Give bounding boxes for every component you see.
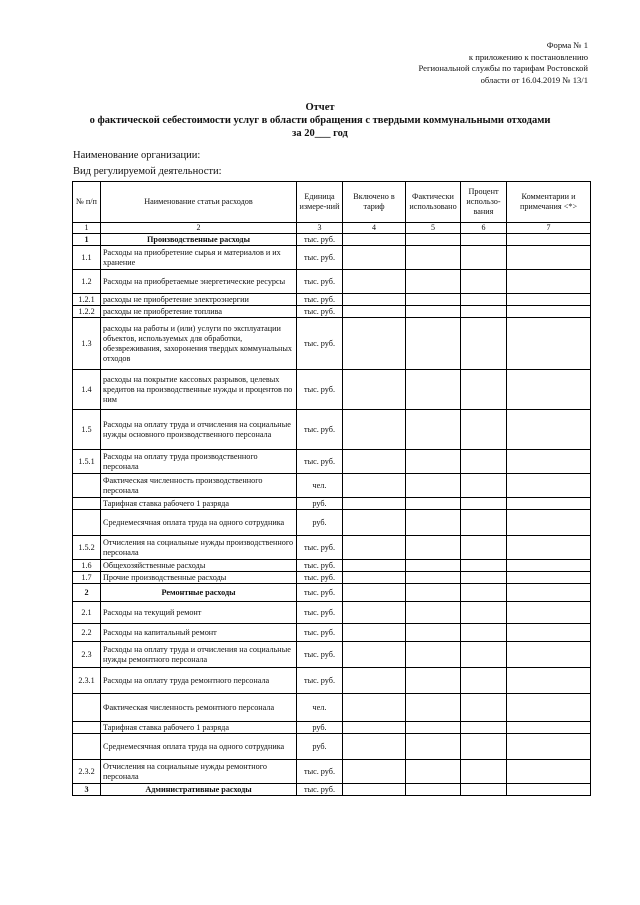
table-row xyxy=(73,642,591,668)
table-row xyxy=(73,474,591,498)
column-header: № п/п xyxy=(73,182,101,223)
included-in-tariff-cell xyxy=(343,572,406,584)
usage-percent-cell xyxy=(461,602,507,624)
row-number: 2.1 xyxy=(73,602,101,624)
row-number: 1.1 xyxy=(73,246,101,270)
row-number: 3 xyxy=(73,784,101,796)
form-reference-line: Региональной службы по тарифам Ростовской xyxy=(418,63,588,73)
expense-name: расходы не приобретение электроэнергии xyxy=(101,294,297,306)
usage-percent-cell xyxy=(461,572,507,584)
comment-cell xyxy=(507,642,591,668)
row-number: 1.2 xyxy=(73,270,101,294)
actually-used-cell xyxy=(406,694,461,722)
unit-cell: руб. xyxy=(297,722,343,734)
table-row xyxy=(73,498,591,510)
report-title xyxy=(0,101,640,140)
table-row xyxy=(73,318,591,370)
expense-name: Ремонтные расходы xyxy=(101,584,297,602)
unit-cell: тыс. руб. xyxy=(297,624,343,642)
actually-used-cell xyxy=(406,602,461,624)
actually-used-cell xyxy=(406,784,461,796)
included-in-tariff-cell xyxy=(343,560,406,572)
expense-name: Расходы на текущий ремонт xyxy=(101,602,297,624)
unit-cell: тыс. руб. xyxy=(297,584,343,602)
row-number: 1.7 xyxy=(73,572,101,584)
comment-cell xyxy=(507,694,591,722)
comment-cell xyxy=(507,234,591,246)
comment-cell xyxy=(507,294,591,306)
table-row xyxy=(73,668,591,694)
expense-name: Расходы на оплату труда и отчисления на социальные нужды основного производственного персонала xyxy=(101,410,297,450)
row-number: 2.2 xyxy=(73,624,101,642)
row-number: 2 xyxy=(73,584,101,602)
usage-percent-cell xyxy=(461,784,507,796)
comment-cell xyxy=(507,584,591,602)
expense-report-table xyxy=(72,181,591,796)
expense-name: Расходы на оплату труда ремонтного персонала xyxy=(101,668,297,694)
unit-cell: тыс. руб. xyxy=(297,602,343,624)
unit-cell: тыс. руб. xyxy=(297,318,343,370)
row-number: 1.5.2 xyxy=(73,536,101,560)
actually-used-cell xyxy=(406,560,461,572)
included-in-tariff-cell xyxy=(343,306,406,318)
included-in-tariff-cell xyxy=(343,294,406,306)
column-number-row xyxy=(73,223,591,234)
comment-cell xyxy=(507,474,591,498)
expense-name: Расходы на капитальный ремонт xyxy=(101,624,297,642)
included-in-tariff-cell xyxy=(343,474,406,498)
expense-name: Расходы на оплату труда и отчисления на социальные нужды ремонтного персонала xyxy=(101,642,297,668)
comment-cell xyxy=(507,668,591,694)
section-row xyxy=(73,584,591,602)
unit-cell: тыс. руб. xyxy=(297,642,343,668)
unit-cell: тыс. руб. xyxy=(297,270,343,294)
column-number: 6 xyxy=(461,223,507,234)
comment-cell xyxy=(507,536,591,560)
actually-used-cell xyxy=(406,474,461,498)
column-header: Включено в тариф xyxy=(343,182,406,223)
actually-used-cell xyxy=(406,760,461,784)
actually-used-cell xyxy=(406,370,461,410)
column-number: 4 xyxy=(343,223,406,234)
expense-name: Расходы на приобретение сырья и материалов и их хранение xyxy=(101,246,297,270)
unit-cell: руб. xyxy=(297,498,343,510)
table-row xyxy=(73,370,591,410)
row-number xyxy=(73,734,101,760)
included-in-tariff-cell xyxy=(343,410,406,450)
unit-cell: тыс. руб. xyxy=(297,560,343,572)
expense-name: Среднемесячная оплата труда на одного сотрудника xyxy=(101,510,297,536)
column-header: Фактически использовано xyxy=(406,182,461,223)
column-number: 5 xyxy=(406,223,461,234)
table-row xyxy=(73,246,591,270)
activity-label: Вид регулируемой деятельности: xyxy=(73,166,222,177)
included-in-tariff-cell xyxy=(343,694,406,722)
usage-percent-cell xyxy=(461,642,507,668)
unit-cell: тыс. руб. xyxy=(297,246,343,270)
usage-percent-cell xyxy=(461,246,507,270)
row-number: 2.3 xyxy=(73,642,101,668)
usage-percent-cell xyxy=(461,668,507,694)
organization-label: Наименование организации: xyxy=(73,150,201,161)
table-row xyxy=(73,694,591,722)
actually-used-cell xyxy=(406,572,461,584)
actually-used-cell xyxy=(406,510,461,536)
actually-used-cell xyxy=(406,498,461,510)
expense-name: Фактическая численность производственного персонала xyxy=(101,474,297,498)
included-in-tariff-cell xyxy=(343,668,406,694)
actually-used-cell xyxy=(406,234,461,246)
usage-percent-cell xyxy=(461,474,507,498)
table-body xyxy=(73,234,591,796)
form-reference-line: к приложению к постановлению xyxy=(468,51,588,62)
unit-cell: тыс. руб. xyxy=(297,410,343,450)
table-row xyxy=(73,572,591,584)
title-line: за 20___ год xyxy=(292,128,348,139)
unit-cell: тыс. руб. xyxy=(297,784,343,796)
included-in-tariff-cell xyxy=(343,722,406,734)
comment-cell xyxy=(507,246,591,270)
included-in-tariff-cell xyxy=(343,498,406,510)
unit-cell: тыс. руб. xyxy=(297,306,343,318)
usage-percent-cell xyxy=(461,450,507,474)
expense-name: Отчисления на социальные нужды производственного персонала xyxy=(101,536,297,560)
expense-name: Производственные расходы xyxy=(101,234,297,246)
comment-cell xyxy=(507,784,591,796)
actually-used-cell xyxy=(406,624,461,642)
table-row xyxy=(73,722,591,734)
actually-used-cell xyxy=(406,410,461,450)
actually-used-cell xyxy=(406,642,461,668)
usage-percent-cell xyxy=(461,234,507,246)
actually-used-cell xyxy=(406,306,461,318)
usage-percent-cell xyxy=(461,510,507,536)
actually-used-cell xyxy=(406,450,461,474)
title-line: Отчет xyxy=(305,102,335,113)
table-row xyxy=(73,294,591,306)
row-number xyxy=(73,510,101,536)
table-row xyxy=(73,270,591,294)
row-number xyxy=(73,498,101,510)
usage-percent-cell xyxy=(461,760,507,784)
form-reference xyxy=(418,40,588,86)
expense-name: Среднемесячная оплата труда на одного сотрудника xyxy=(101,734,297,760)
actually-used-cell xyxy=(406,722,461,734)
included-in-tariff-cell xyxy=(343,642,406,668)
comment-cell xyxy=(507,560,591,572)
table-row xyxy=(73,510,591,536)
expense-name: Административные расходы xyxy=(101,784,297,796)
row-number xyxy=(73,474,101,498)
column-header: Единица измере-ний xyxy=(297,182,343,223)
row-number: 2.3.1 xyxy=(73,668,101,694)
included-in-tariff-cell xyxy=(343,450,406,474)
row-number: 1.2.1 xyxy=(73,294,101,306)
expense-name: Тарифная ставка рабочего 1 разряда xyxy=(101,498,297,510)
table-row xyxy=(73,450,591,474)
actually-used-cell xyxy=(406,536,461,560)
included-in-tariff-cell xyxy=(343,760,406,784)
comment-cell xyxy=(507,602,591,624)
column-header: Комментарии и примечания <*> xyxy=(507,182,591,223)
included-in-tariff-cell xyxy=(343,602,406,624)
title-line: о фактической себестоимости услуг в области обращения с твердыми коммунальными отходами xyxy=(89,115,551,126)
unit-cell: тыс. руб. xyxy=(297,572,343,584)
expense-name: Общехозяйственные расходы xyxy=(101,560,297,572)
usage-percent-cell xyxy=(461,584,507,602)
unit-cell: чел. xyxy=(297,694,343,722)
included-in-tariff-cell xyxy=(343,624,406,642)
table-row xyxy=(73,306,591,318)
included-in-tariff-cell xyxy=(343,584,406,602)
actually-used-cell xyxy=(406,246,461,270)
comment-cell xyxy=(507,270,591,294)
expense-name: Отчисления на социальные нужды ремонтного персонала xyxy=(101,760,297,784)
row-number xyxy=(73,722,101,734)
column-number: 7 xyxy=(507,223,591,234)
row-number: 1.5.1 xyxy=(73,450,101,474)
table-header-row xyxy=(73,182,591,223)
actually-used-cell xyxy=(406,270,461,294)
row-number: 2.3.2 xyxy=(73,760,101,784)
usage-percent-cell xyxy=(461,722,507,734)
row-number: 1 xyxy=(73,234,101,246)
unit-cell: тыс. руб. xyxy=(297,370,343,410)
usage-percent-cell xyxy=(461,734,507,760)
usage-percent-cell xyxy=(461,318,507,370)
column-header: Наименование статьи расходов xyxy=(101,182,297,223)
usage-percent-cell xyxy=(461,370,507,410)
actually-used-cell xyxy=(406,668,461,694)
actually-used-cell xyxy=(406,318,461,370)
included-in-tariff-cell xyxy=(343,510,406,536)
table-row xyxy=(73,410,591,450)
comment-cell xyxy=(507,498,591,510)
included-in-tariff-cell xyxy=(343,784,406,796)
included-in-tariff-cell xyxy=(343,370,406,410)
column-number: 2 xyxy=(101,223,297,234)
usage-percent-cell xyxy=(461,694,507,722)
expense-name: Расходы на приобретаемые энергетические ресурсы xyxy=(101,270,297,294)
comment-cell xyxy=(507,410,591,450)
actually-used-cell xyxy=(406,294,461,306)
expense-name: Фактическая численность ремонтного персонала xyxy=(101,694,297,722)
form-reference-line: области от 16.04.2019 № 13/1 xyxy=(480,74,588,85)
unit-cell: чел. xyxy=(297,474,343,498)
expense-name: Прочие производственные расходы xyxy=(101,572,297,584)
unit-cell: тыс. руб. xyxy=(297,536,343,560)
row-number xyxy=(73,694,101,722)
included-in-tariff-cell xyxy=(343,234,406,246)
unit-cell: руб. xyxy=(297,510,343,536)
usage-percent-cell xyxy=(461,294,507,306)
unit-cell: тыс. руб. xyxy=(297,450,343,474)
expense-name: Тарифная ставка рабочего 1 разряда xyxy=(101,722,297,734)
included-in-tariff-cell xyxy=(343,246,406,270)
unit-cell: тыс. руб. xyxy=(297,668,343,694)
comment-cell xyxy=(507,572,591,584)
table-row xyxy=(73,760,591,784)
expense-name: расходы не приобретение топлива xyxy=(101,306,297,318)
usage-percent-cell xyxy=(461,536,507,560)
unit-cell: тыс. руб. xyxy=(297,294,343,306)
table-row xyxy=(73,734,591,760)
row-number: 1.4 xyxy=(73,370,101,410)
comment-cell xyxy=(507,722,591,734)
row-number: 1.5 xyxy=(73,410,101,450)
table-row xyxy=(73,560,591,572)
section-row xyxy=(73,784,591,796)
comment-cell xyxy=(507,734,591,760)
table-row xyxy=(73,536,591,560)
column-number: 3 xyxy=(297,223,343,234)
column-header: Процент использо-вания xyxy=(461,182,507,223)
expense-name: расходы на работы и (или) услуги по эксплуатации объектов, используемых для обработки, обезвреживания, захоронения твердых коммунальных отходов xyxy=(101,318,297,370)
usage-percent-cell xyxy=(461,624,507,642)
comment-cell xyxy=(507,510,591,536)
usage-percent-cell xyxy=(461,306,507,318)
usage-percent-cell xyxy=(461,270,507,294)
comment-cell xyxy=(507,318,591,370)
section-row xyxy=(73,234,591,246)
expense-name: Расходы на оплату труда производственного персонала xyxy=(101,450,297,474)
unit-cell: тыс. руб. xyxy=(297,760,343,784)
table-row xyxy=(73,602,591,624)
usage-percent-cell xyxy=(461,498,507,510)
form-number: Форма № 1 xyxy=(546,40,588,50)
table-row xyxy=(73,624,591,642)
row-number: 1.2.2 xyxy=(73,306,101,318)
usage-percent-cell xyxy=(461,560,507,572)
expense-name: расходы на покрытие кассовых разрывов, целевых кредитов на производственные нужды и процентов по ним xyxy=(101,370,297,410)
included-in-tariff-cell xyxy=(343,318,406,370)
comment-cell xyxy=(507,370,591,410)
unit-cell: руб. xyxy=(297,734,343,760)
comment-cell xyxy=(507,760,591,784)
comment-cell xyxy=(507,306,591,318)
unit-cell: тыс. руб. xyxy=(297,234,343,246)
row-number: 1.3 xyxy=(73,318,101,370)
comment-cell xyxy=(507,450,591,474)
row-number: 1.6 xyxy=(73,560,101,572)
actually-used-cell xyxy=(406,734,461,760)
included-in-tariff-cell xyxy=(343,536,406,560)
actually-used-cell xyxy=(406,584,461,602)
column-number: 1 xyxy=(73,223,101,234)
usage-percent-cell xyxy=(461,410,507,450)
included-in-tariff-cell xyxy=(343,734,406,760)
included-in-tariff-cell xyxy=(343,270,406,294)
comment-cell xyxy=(507,624,591,642)
